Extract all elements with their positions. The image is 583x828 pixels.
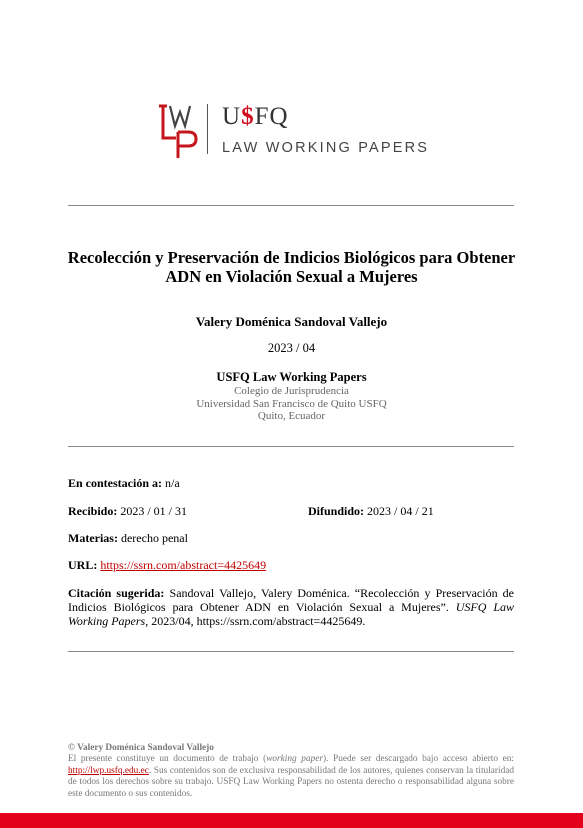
usfq-wordmark: U$FQ bbox=[222, 103, 289, 130]
paper-number: 2023 / 04 bbox=[267, 341, 316, 355]
url-field: URL: https://ssrn.com/abstract=4425649 bbox=[68, 558, 267, 572]
ssrn-link[interactable]: https://ssrn.com/abstract=4425649 bbox=[100, 558, 267, 572]
subjects-field: Materias: derecho penal bbox=[68, 531, 188, 545]
copyright-line: © Valery Doménica Sandoval Vallejo bbox=[68, 743, 214, 753]
suggested-citation: Citación sugerida: Sandoval Vallejo, Valery Doménica. “Recolección y Preservación de Indicios Biológicos para Obtener ADN en Violación Sexual a Mujeres”. USFQ Law Working Papers, 2023/04, https://ssrn.com/abstract=4425649. bbox=[68, 586, 515, 628]
series-name: USFQ Law Working Papers bbox=[216, 370, 367, 384]
lwp-monogram-icon bbox=[156, 102, 200, 160]
reply-to-field: En contestación a: n/a bbox=[68, 476, 180, 490]
footer-text: El presente constituye un documento de trabajo (working paper). Puede ser descargado bajo acceso abierto en: http://lwp.usfq.edu.ec. Sus contenidos son de exclusiva responsabilidad de los autores, quienes conservan la titularidad de todos los derechos sobre su trabajo. USFQ Law Working Papers no ostenta derecho o responsabilidad alguna sobre este documento o sus contenidos. bbox=[68, 754, 515, 799]
affiliation-university: Universidad San Francisco de Quito USFQ bbox=[196, 397, 387, 410]
published-field: Difundido: 2023 / 04 / 21 bbox=[308, 504, 434, 518]
paper-author: Valery Doménica Sandoval Vallejo bbox=[195, 314, 388, 329]
series-wordmark: LAW WORKING PAPERS bbox=[222, 140, 430, 156]
divider-middle bbox=[68, 446, 514, 447]
paper-title: Recolección y Preservación de Indicios Biológicos para Obtener ADN en Violación Sexual a Mujeres bbox=[67, 248, 516, 286]
affiliation-college: Colegio de Jurisprudencia bbox=[234, 385, 349, 397]
affiliation-city: Quito, Ecuador bbox=[257, 410, 326, 422]
usfq-lwp-logo bbox=[150, 102, 450, 162]
divider-top bbox=[68, 205, 514, 206]
footer-notice bbox=[68, 743, 514, 800]
bottom-accent-bar bbox=[0, 813, 583, 828]
received-field: Recibido: 2023 / 01 / 31 bbox=[68, 504, 188, 518]
logo-divider bbox=[207, 104, 208, 154]
lwp-site-link[interactable]: http://lwp.usfq.edu.ec bbox=[68, 765, 149, 776]
divider-bottom bbox=[68, 651, 514, 652]
dollar-sign-icon: $ bbox=[241, 103, 255, 130]
